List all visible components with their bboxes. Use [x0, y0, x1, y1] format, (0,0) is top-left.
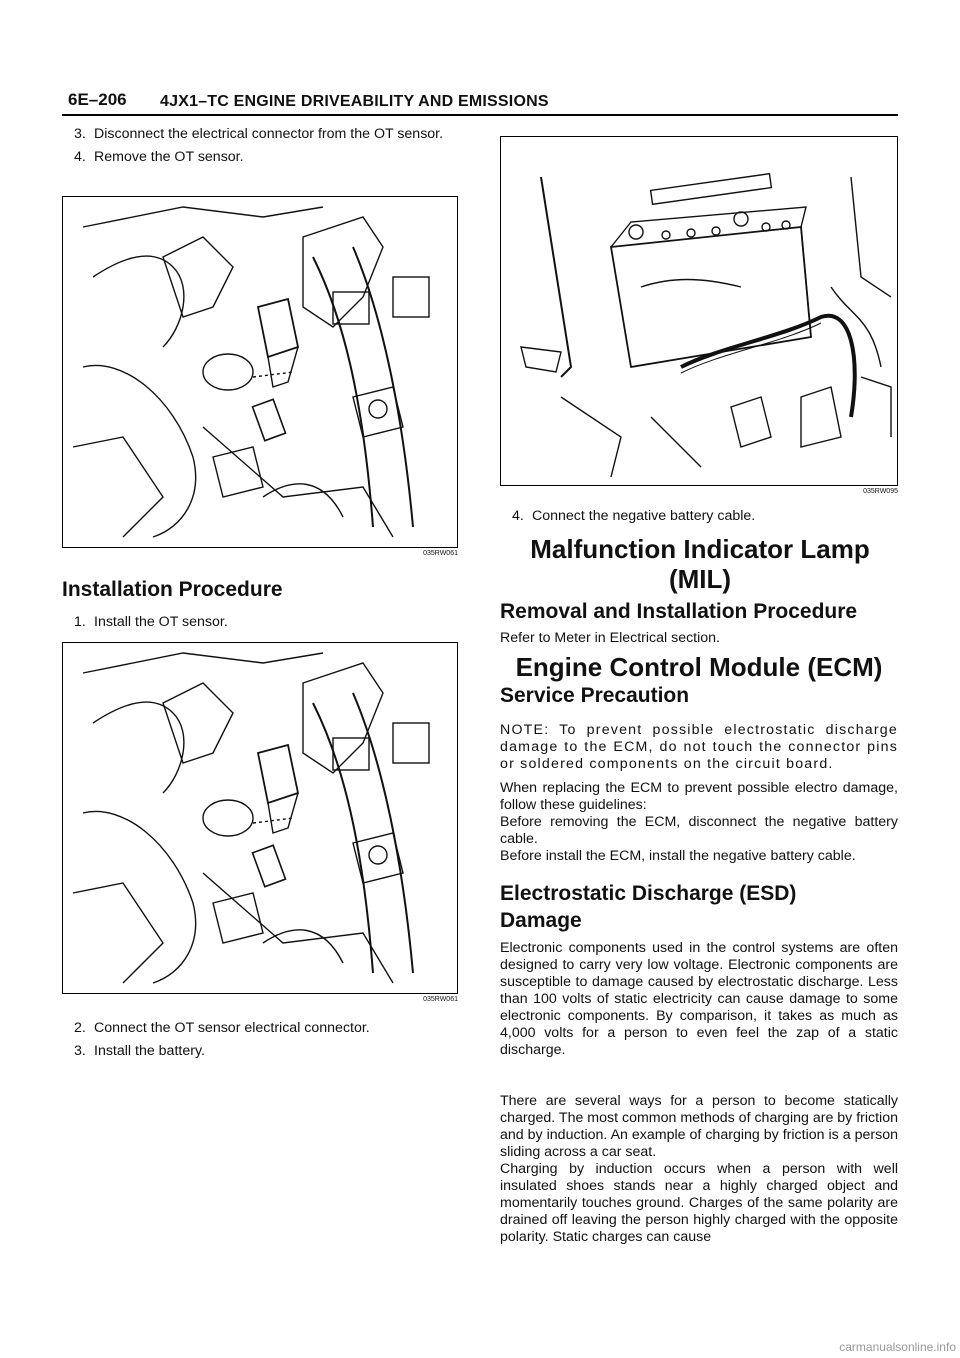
- mil-title: Malfunction Indicator Lamp (MIL): [530, 534, 870, 594]
- figure-frame: [500, 136, 898, 486]
- esd-paragraph-2: There are several ways for a person to become statically charged. The most common methods of charging are by friction and by induction. An example of charging by friction is a person sliding across a car seat.: [500, 1093, 898, 1160]
- figure-ot-sensor-install: [62, 642, 458, 1003]
- step-text: Connect the OT sensor electrical connector.: [94, 1020, 370, 1036]
- guidelines-text: When replacing the ECM to prevent possible electro damage, follow these guidelines:: [500, 780, 898, 813]
- battery-illustration: [501, 137, 897, 485]
- removal-installation-heading: Removal and Installation Procedure: [500, 600, 858, 623]
- watermark: carmanualsonline.info: [839, 1340, 956, 1354]
- step-item: 4. Connect the negative battery cable.: [512, 508, 756, 524]
- right-step4: [512, 508, 898, 531]
- step-item: 1. Install the OT sensor.: [74, 614, 228, 630]
- step-text: Connect the negative battery cable.: [532, 508, 756, 524]
- step-item: 3. Install the battery.: [74, 1043, 205, 1059]
- figure-id: 035RW095: [863, 488, 898, 495]
- figure-ot-sensor-removal: [62, 196, 458, 557]
- guideline-1: Before removing the ECM, disconnect the negative battery cable.: [500, 814, 898, 847]
- figure-id: 035RW061: [423, 550, 458, 557]
- figure-frame: [62, 196, 458, 548]
- install-step: [74, 614, 462, 637]
- removal-text: Refer to Meter in Electrical section.: [500, 630, 720, 646]
- step-item: 4. Remove the OT sensor.: [74, 149, 244, 165]
- page-number: 6E–206: [68, 90, 127, 109]
- step-text: Install the OT sensor.: [94, 614, 228, 630]
- ot-sensor-illustration: [63, 643, 457, 993]
- left-steps-bottom: [74, 1020, 462, 1066]
- esd-paragraph-1: Electronic components used in the control systems are often designed to carry very low voltage. Electronic components are susceptible to damage caused by electrostatic discharge. Less than 100 volts of static electricity can cause damage to some electronic components. By comparison, it takes as much as 4,000 volts for a person to even feel the zap of a static discharge.: [500, 940, 898, 1058]
- step-text: Disconnect the electrical connector from the OT sensor.: [94, 126, 444, 142]
- step-text: Remove the OT sensor.: [94, 149, 244, 165]
- figure-frame: [62, 642, 458, 994]
- ecm-title: Engine Control Module (ECM): [515, 652, 883, 682]
- left-steps-top: [74, 126, 462, 172]
- figure-battery: [500, 136, 898, 495]
- figure-id: 035RW061: [423, 996, 458, 1003]
- note-text: NOTE: To prevent possible electrostatic discharge damage to the ECM, do not touch the connector pins or soldered components on the circuit board.: [500, 722, 898, 772]
- step-item: 2. Connect the OT sensor electrical connector.: [74, 1020, 370, 1036]
- ot-sensor-illustration: [63, 197, 457, 547]
- guideline-2: Before install the ECM, install the negative battery cable.: [500, 848, 856, 864]
- header-rule: [62, 114, 898, 116]
- esd-paragraph-3: Charging by induction occurs when a person with well insulated shoes stands near a highly charged object and momentarily touches ground. Charges of the same polarity are drained off leaving the person highly charged with the opposite polarity. Static charges can cause: [500, 1161, 898, 1245]
- installation-procedure-heading: Installation Procedure: [62, 578, 283, 601]
- esd-heading: Electrostatic Discharge (ESD) Damage: [500, 882, 797, 932]
- step-text: Install the battery.: [94, 1043, 205, 1059]
- page-header-title: 4JX1–TC ENGINE DRIVEABILITY AND EMISSIONS: [160, 93, 549, 110]
- step-item: 3. Disconnect the electrical connector from the OT sensor.: [74, 126, 444, 142]
- service-precaution-heading: Service Precaution: [500, 684, 690, 707]
